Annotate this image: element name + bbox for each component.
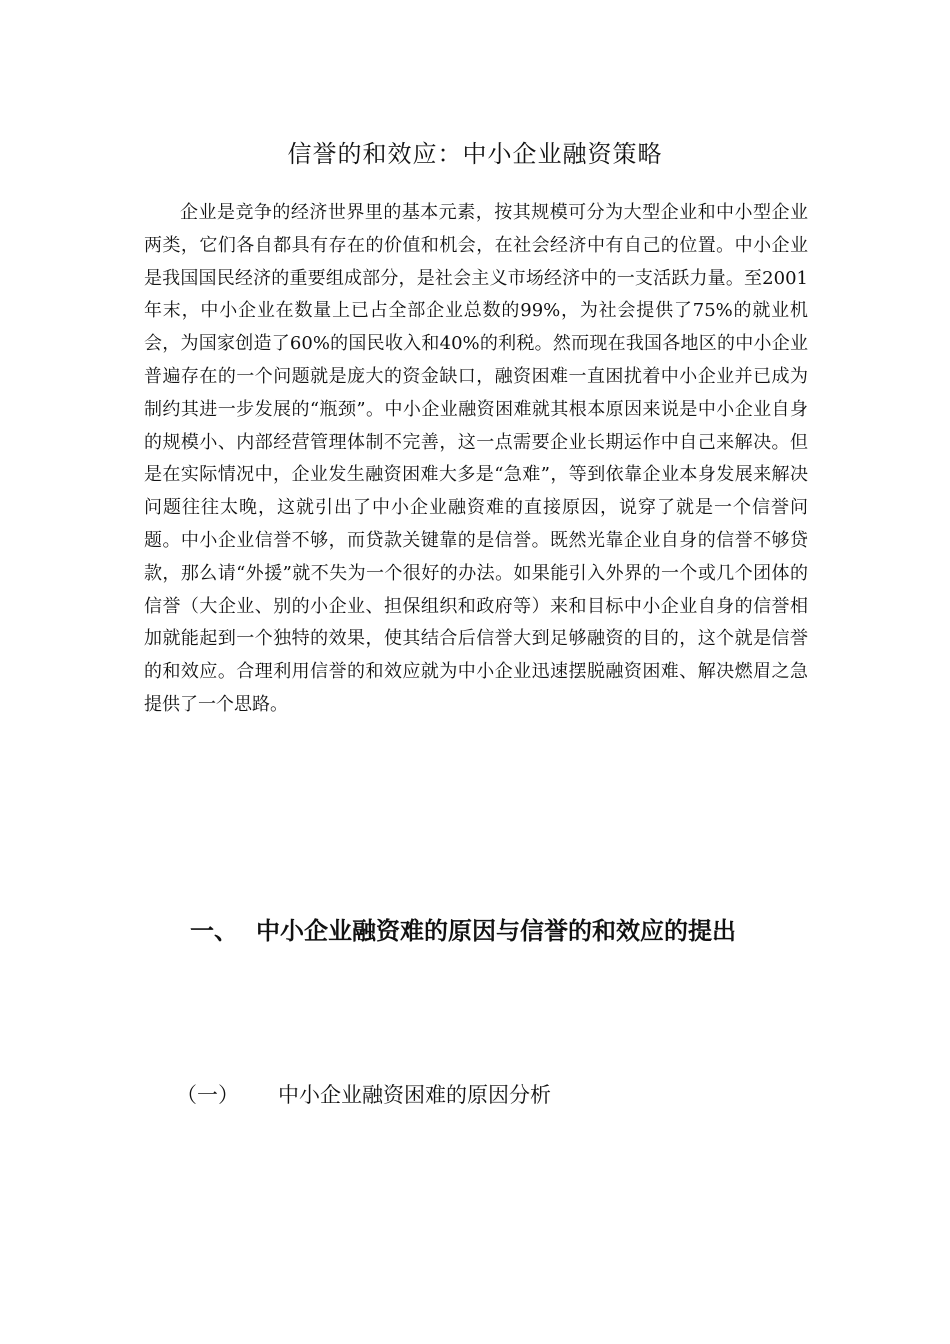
section-number: 一、 [190,917,238,945]
subsection-heading-1-1 [176,1079,551,1111]
subsection-title: 中小企业融资困难的原因分析 [278,1083,551,1107]
document-title: 信誉的和效应：中小企业融资策略 [287,140,663,168]
section-title: 中小企业融资难的原因与信誉的和效应的提出 [256,917,736,945]
intro-paragraph: 企业是竞争的经济世界里的基本元素，按其规模可分为大型企业和中小型企业两类，它们各自都具有存在的价值和机会，在社会经济中有自己的位置。中小企业是我国国民经济的重要组成部分，是社会主义市场经济中的一支活跃力量。至2001年末，中小企业在数量上已占全部企业总数的99%，为社会提供了75%的就业机会，为国家创造了60%的国民收入和40%的利税。然而现在我国各地区的中小企业普遍存在的一个问题就是庞大的资金缺口，融资困难一直困扰着中小企业并已成为制约其进一步发展的“瓶颈”。中小企业融资困难就其根本原因来说是中小企业自身的规模小、内部经营管理体制不完善，这一点需要企业长期运作中自己来解决。但是在实际情况中，企业发生融资困难大多是“急难”，等到依靠企业本身发展来解决问题往往太晚，这就引出了中小企业融资难的直接原因，说穿了就是一个信誉问题。中小企业信誉不够，而贷款关键靠的是信誉。既然光靠企业自身的信誉不够贷款，那么请“外援”就不失为一个很好的办法。如果能引入外界的一个或几个团体的信誉（大企业、别的小企业、担保组织和政府等）来和目标中小企业自身的信誉相加就能起到一个独特的效果，使其结合后信誉大到足够融资的目的，这个就是信誉的和效应。合理利用信誉的和效应就为中小企业迅速摆脱融资困难、解决燃眉之急提供了一个思路。 [144,202,808,715]
section-heading-1 [190,913,736,949]
subsection-number: （一） [176,1083,239,1107]
